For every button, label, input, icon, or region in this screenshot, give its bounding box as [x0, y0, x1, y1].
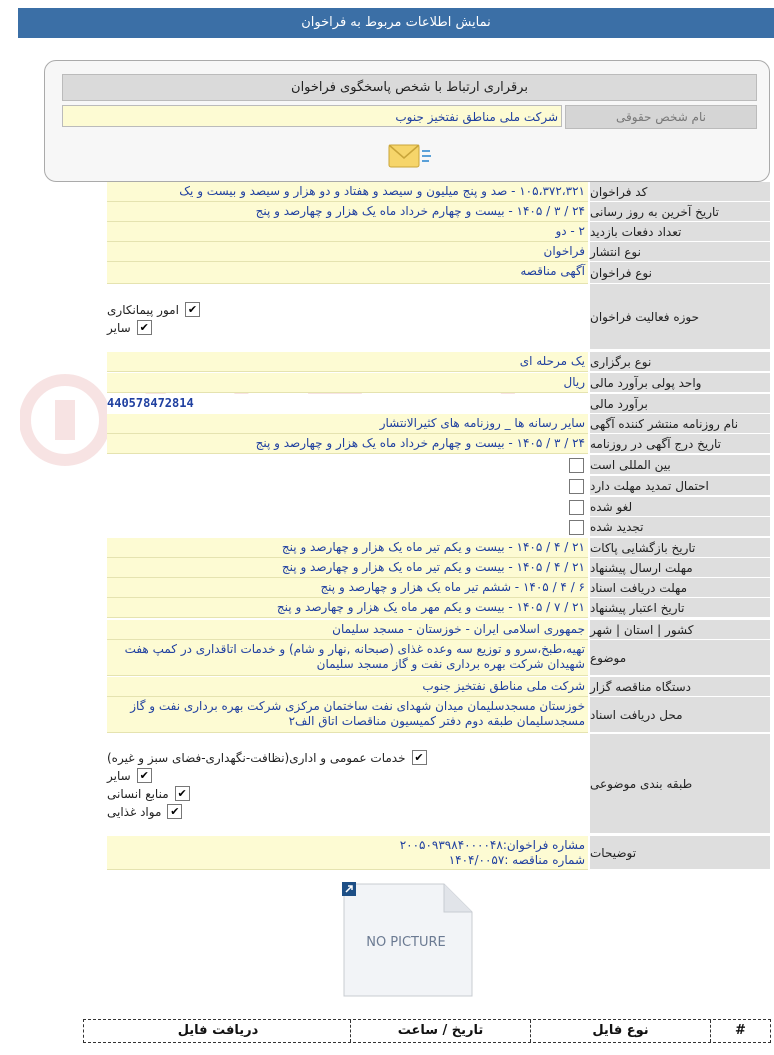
page-header	[18, 8, 774, 38]
location-label: کشور | استان | شهر	[590, 620, 770, 640]
row-send-deadline	[107, 558, 770, 578]
newspaper-value: سایر رسانه ها _ روزنامه های کثیرالانتشار	[107, 414, 588, 434]
checkbox-checked-icon[interactable]: ✔	[412, 750, 427, 765]
row-organizer	[107, 677, 770, 697]
checkbox-checked-icon[interactable]: ✔	[137, 320, 152, 335]
call-type-label: نوع فراخوان	[590, 262, 770, 284]
legal-person-label: نام شخص حقوقی	[565, 105, 757, 129]
open-date-value: ۲۱ / ۴ / ۱۴۰۵ - بیست و یکم تیر ماه یک هزار و چهارصد و پنج	[107, 538, 588, 558]
validity-label: تاریخ اعتبار پیشنهاد	[590, 598, 770, 618]
international-checkbox[interactable]	[569, 458, 584, 473]
call-type-value: آگهی مناقصه	[107, 262, 588, 284]
checkbox-checked-icon[interactable]: ✔	[175, 786, 190, 801]
hold-type-value: یک مرحله ای	[107, 352, 588, 372]
renewed-label: تجدید شده	[590, 517, 770, 537]
col-file-type: نوع فایل	[530, 1020, 710, 1042]
hold-type-label: نوع برگزاری	[590, 352, 770, 372]
row-extension	[107, 476, 770, 496]
row-renewed	[107, 517, 770, 537]
notes-line-1: مشاره فراخوان:۲۰۰۵۰۹۳۹۸۴۰۰۰۰۴۸	[399, 838, 585, 852]
last-update-label: تاریخ آخرین به روز رسانی	[590, 202, 770, 222]
estimate-value: 440578472814	[107, 394, 588, 414]
send-deadline-label: مهلت ارسال پیشنهاد	[590, 558, 770, 578]
category-item[interactable]: ✔ خدمات عمومی و اداری(نظافت-نگهداری-فضای سبز و غیره)	[107, 749, 582, 766]
row-open-date	[107, 538, 770, 558]
col-date-time: تاریخ / ساعت	[350, 1020, 530, 1042]
currency-value: ریال	[107, 373, 588, 393]
cancelled-label: لغو شده	[590, 497, 770, 517]
extension-label: احتمال تمدید مهلت دارد	[590, 476, 770, 496]
pub-type-label: نوع انتشار	[590, 242, 770, 262]
international-label: بین المللی است	[590, 455, 770, 475]
col-index: #	[710, 1020, 770, 1042]
row-cancelled	[107, 497, 770, 517]
row-hold-type	[107, 352, 770, 372]
notes-label: توضیحات	[590, 836, 770, 870]
code-label: کد فراخوان	[590, 182, 770, 202]
newspaper-label: نام روزنامه منتشر کننده آگهی	[590, 414, 770, 434]
subject-value: تهیه،طبخ،سرو و توزیع سه وعده غذای (صبحانه ,نهار و شام) و خدمات اتاقداری در کمپ هفت شهیدان شرکت بهره برداری نفت و گاز مسجد سلیمان	[107, 640, 588, 676]
row-currency	[107, 373, 770, 393]
organizer-value: شرکت ملی مناطق نفتخیز جنوب	[107, 677, 588, 697]
no-picture-text: NO PICTURE	[366, 935, 446, 950]
row-visits	[107, 222, 770, 242]
no-picture-image	[336, 880, 476, 1000]
validity-value: ۲۱ / ۷ / ۱۴۰۵ - بیست و یکم مهر ماه یک هزار و چهارصد و پنج	[107, 598, 588, 618]
category-item[interactable]: ✔ منابع انسانی	[107, 785, 582, 802]
contact-panel	[44, 60, 770, 182]
row-notes	[107, 836, 770, 870]
renewed-checkbox[interactable]	[569, 520, 584, 535]
doc-deadline-label: مهلت دریافت اسناد	[590, 578, 770, 598]
doc-place-label: محل دریافت اسناد	[590, 697, 770, 733]
news-date-label: تاریخ درج آگهی در روزنامه	[590, 434, 770, 454]
subject-label: موضوع	[590, 640, 770, 676]
legal-person-value: شرکت ملی مناطق نفتخیز جنوب	[62, 105, 562, 127]
checkbox-checked-icon[interactable]: ✔	[137, 768, 152, 783]
activity-label: حوزه فعالیت فراخوان	[590, 284, 770, 350]
category-item[interactable]: ✔ سایر	[107, 767, 582, 784]
doc-deadline-value: ۶ / ۴ / ۱۴۰۵ - ششم تیر ماه یک هزار و چهارصد و پنج	[107, 578, 588, 598]
news-date-value: ۲۴ / ۳ / ۱۴۰۵ - بیست و چهارم خرداد ماه یک هزار و چهارصد و پنج	[107, 434, 588, 454]
code-value: ۱۰۵،۳۷۲،۳۲۱ - صد و پنج میلیون و سیصد و هفتاد و دو هزار و سیصد و بیست و یک	[107, 182, 588, 202]
contact-title: برقراری ارتباط با شخص پاسخگوی فراخوان	[62, 74, 757, 101]
currency-label: واحد پولی برآورد مالی	[590, 373, 770, 393]
row-subject	[107, 640, 770, 676]
row-newspaper	[107, 414, 770, 434]
envelope-icon[interactable]	[385, 141, 433, 171]
activity-checkboxes	[107, 300, 588, 337]
category-label: طبقه بندی موضوعی	[590, 734, 770, 834]
last-update-value: ۲۴ / ۳ / ۱۴۰۵ - بیست و چهارم خرداد ماه یک هزار و چهارصد و پنج	[107, 202, 588, 222]
col-download: دریافت فایل	[177, 1023, 259, 1038]
files-table-header	[83, 1019, 771, 1043]
row-code	[107, 182, 770, 202]
row-doc-place	[107, 697, 770, 733]
category-checkboxes	[107, 748, 588, 821]
notes-line-2: شماره مناقصه :۱۴۰۴/۰۰۵۷	[448, 853, 585, 867]
visits-label: تعداد دفعات بازدید	[590, 222, 770, 242]
location-value: جمهوری اسلامی ایران - خوزستان - مسجد سلیمان	[107, 620, 588, 640]
row-estimate	[107, 394, 770, 414]
extension-checkbox[interactable]	[569, 479, 584, 494]
checkbox-checked-icon[interactable]: ✔	[167, 804, 182, 819]
estimate-label: برآورد مالی	[590, 394, 770, 414]
pub-type-value: فراخوان	[107, 242, 588, 262]
category-item[interactable]: ✔ مواد غذایی	[107, 803, 582, 820]
send-deadline-value: ۲۱ / ۴ / ۱۴۰۵ - بیست و یکم تیر ماه یک هزار و چهارصد و پنج	[107, 558, 588, 578]
row-category	[107, 734, 770, 834]
notes-value	[107, 836, 588, 870]
page-title: نمایش اطلاعات مربوط به فراخوان	[301, 15, 491, 30]
row-international	[107, 455, 770, 475]
row-doc-deadline	[107, 578, 770, 598]
visits-value: ۲ - دو	[107, 222, 588, 242]
row-validity	[107, 598, 770, 618]
row-pub-type	[107, 242, 770, 262]
organizer-label: دستگاه مناقصه گزار	[590, 677, 770, 697]
row-activity	[107, 284, 770, 350]
row-news-date	[107, 434, 770, 454]
activity-item[interactable]: ✔ امور پیمانکاری	[107, 301, 582, 318]
row-call-type	[107, 262, 770, 284]
cancelled-checkbox[interactable]	[569, 500, 584, 515]
activity-item[interactable]: ✔ سایر	[107, 319, 582, 336]
row-last-update	[107, 202, 770, 222]
row-location	[107, 620, 770, 640]
open-date-label: تاریخ بازگشایی پاکات	[590, 538, 770, 558]
checkbox-checked-icon[interactable]: ✔	[185, 302, 200, 317]
doc-place-value: خوزستان مسجدسلیمان میدان شهدای نفت ساختمان مرکزی شرکت بهره برداری نفت و گاز مسجدسلیمان طبقه دوم دفتر کمیسیون مناقصات اتاق الف۲	[107, 697, 588, 733]
